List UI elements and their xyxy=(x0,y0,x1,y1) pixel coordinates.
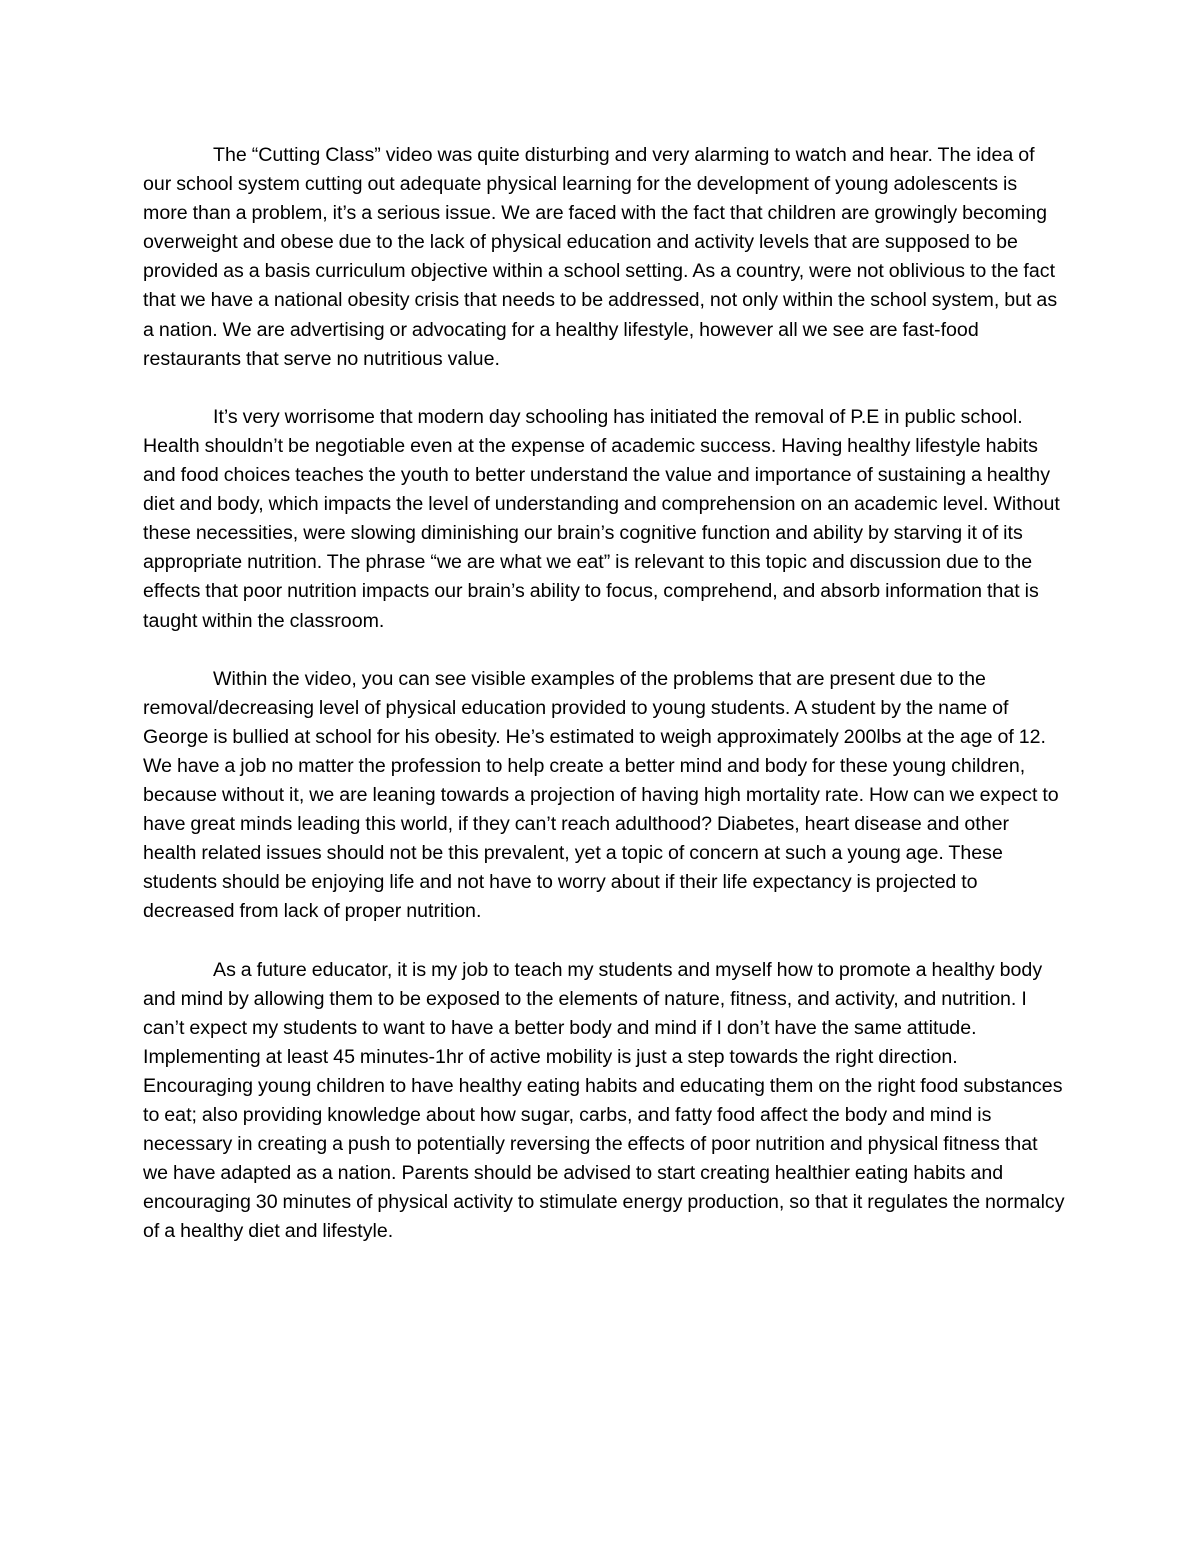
paragraph-4: As a future educator, it is my job to teach my students and myself how to promote a healthy body and mind by allowing them to be exposed to the elements of nature, fitness, and activity, and nutrition. I can’t expect my students to want to have a better body and mind if I don’t have the same attitude. Implementing at least 45 minutes-1hr of active mobility is just a step towards the right direction. Encouraging young children to have healthy eating habits and educating them on the right food substances to eat; also providing knowledge about how sugar, carbs, and fatty food affect the body and mind is necessary in creating a push to potentially reversing the effects of poor nutrition and physical fitness that we have adapted as a nation. Parents should be advised to start creating healthier eating habits and encouraging 30 minutes of physical activity to stimulate energy production, so that it regulates the normalcy of a healthy diet and lifestyle. xyxy=(143,958,1065,1243)
paragraph-2: It’s very worrisome that modern day schooling has initiated the removal of P.E in public school. Health shouldn’t be negotiable even at the expense of academic success. Having healthy lifestyle habits and food choices teaches the youth to better understand the value and importance of sustaining a healthy diet and body, which impacts the level of understanding and comprehension on an academic level. Without these necessities, were slowing diminishing our brain’s cognitive function and ability by starving it of its appropriate nutrition. The phrase “we are what we eat” is relevant to this topic and discussion due to the effects that poor nutrition impacts our brain’s ability to focus, comprehend, and absorb information that is taught within the classroom. xyxy=(143,405,1060,632)
essay-body xyxy=(143,141,1065,1247)
paragraph-3: Within the video, you can see visible examples of the problems that are present due to the removal/decreasing level of physical education provided to young students. A student by the name of George is bullied at school for his obesity. He’s estimated to weigh approximately 200lbs at the age of 12. We have a job no matter the profession to help create a better mind and body for these young children, because without it, we are leaning towards a projection of having high mortality rate. How can we expect to have great minds leading this world, if they can’t reach adulthood? Diabetes, heart disease and other health related issues should not be this prevalent, yet a topic of concern at such a young age. These students should be enjoying life and not have to worry about if their life expectancy is projected to decreased from lack of proper nutrition. xyxy=(143,667,1059,923)
paragraph-1: The “Cutting Class” video was quite disturbing and very alarming to watch and hear. The idea of our school system cutting out adequate physical learning for the development of young adolescents is more than a problem, it’s a serious issue. We are faced with the fact that children are growingly becoming overweight and obese due to the lack of physical education and activity levels that are supposed to be provided as a basis curriculum objective within a school setting. As a country, were not oblivious to the fact that we have a national obesity crisis that needs to be addressed, not only within the school system, but as a nation. We are advertising or advocating for a healthy lifestyle, however all we see are fast-food restaurants that serve no nutritious value. xyxy=(143,144,1058,370)
